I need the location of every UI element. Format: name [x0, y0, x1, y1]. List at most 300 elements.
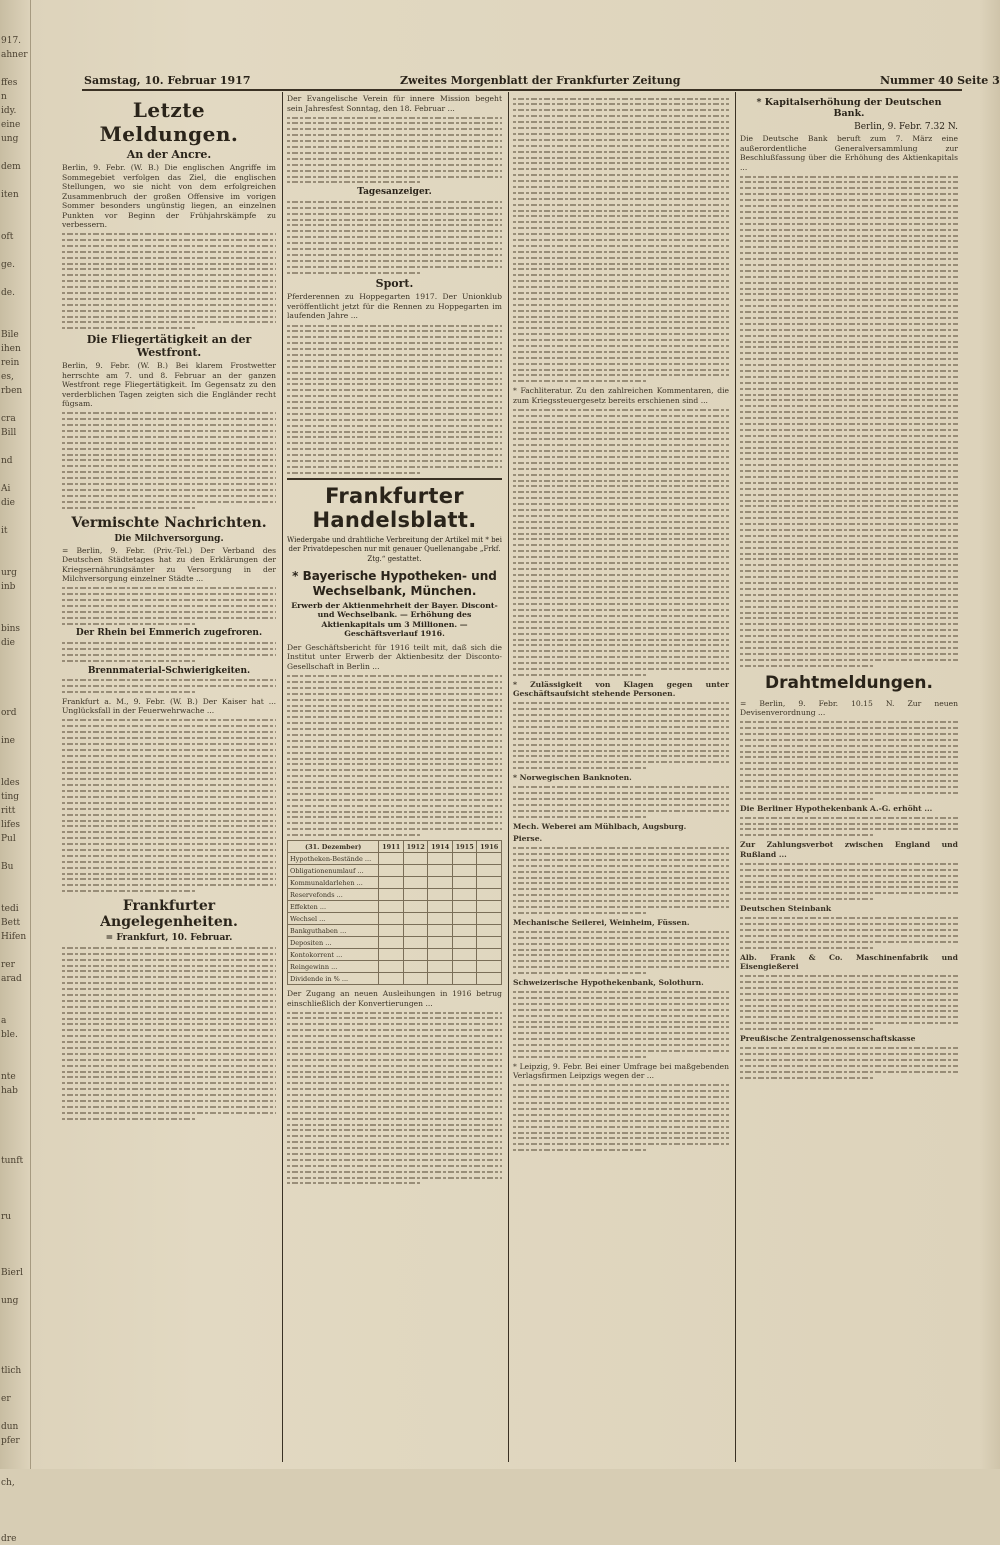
text-line [740, 987, 958, 989]
column-2 [287, 94, 502, 1464]
text-line [740, 199, 958, 201]
text-line [62, 743, 276, 745]
article-text-block [740, 975, 958, 1030]
text-line [62, 1047, 276, 1049]
text-line [287, 1088, 502, 1090]
text-line [287, 1071, 502, 1073]
gutter-line: oft [1, 232, 14, 242]
table-cell [452, 865, 477, 877]
text-line [513, 509, 729, 511]
text-line [62, 1065, 276, 1067]
text-line [513, 1084, 729, 1086]
text-line [287, 1035, 502, 1037]
article-leipzig: * Leipzig, 9. Febr. Bei einer Umfrage bei maßgebenden Verlagsfirmen Leipzigs wegen der ... [513, 1061, 729, 1081]
article-text-block [62, 412, 276, 508]
text-line [513, 221, 729, 223]
text-line [513, 603, 729, 605]
gutter-line: rein [1, 358, 20, 368]
text-line [287, 1147, 502, 1149]
text-line [513, 544, 729, 546]
text-line [287, 1076, 502, 1078]
text-line [287, 693, 502, 695]
text-line [513, 972, 647, 974]
text-line [287, 419, 502, 421]
table-cell [428, 889, 453, 901]
table-cell [452, 949, 477, 961]
gutter-line: de. [1, 288, 15, 298]
subheadline-brennmaterial: Brennmaterial-Schwierigkeiten. [87, 665, 251, 676]
table-cell [379, 961, 404, 973]
text-line [740, 429, 958, 431]
text-line [513, 859, 729, 861]
text-line [740, 798, 875, 800]
article-text-block [513, 98, 729, 383]
text-line [513, 1120, 729, 1122]
text-line [740, 282, 958, 284]
text-line [513, 937, 729, 939]
text-line [740, 541, 958, 543]
text-line [513, 738, 729, 740]
text-line [513, 333, 729, 335]
text-line [513, 960, 729, 962]
text-line [740, 582, 958, 584]
text-line [740, 1065, 958, 1067]
text-line [740, 346, 958, 348]
article-text-block [740, 1047, 958, 1078]
table-cell [379, 949, 404, 961]
text-line [287, 413, 502, 415]
dateline: Berlin, 9. Febr. 7.32 N. [854, 122, 958, 132]
text-line [513, 804, 729, 806]
text-line [513, 847, 729, 849]
text-line [62, 310, 276, 312]
text-line [740, 388, 958, 390]
table-row [288, 889, 502, 901]
text-line [513, 421, 729, 423]
article-text-block [513, 786, 729, 817]
table-cell [452, 901, 477, 913]
text-line [287, 248, 502, 250]
table-cell [477, 865, 502, 877]
table-cell [477, 937, 502, 949]
text-line [287, 775, 502, 777]
text-line [287, 170, 502, 172]
text-line [513, 450, 729, 452]
article-text-block [62, 587, 276, 624]
text-line [287, 1141, 502, 1143]
text-line [287, 1106, 502, 1108]
gutter-line: nd [1, 456, 13, 466]
text-line [62, 1018, 276, 1020]
text-line [287, 1135, 502, 1137]
text-line [513, 1132, 729, 1134]
gutter-line: idy. [1, 106, 17, 116]
table-cell [379, 877, 404, 889]
text-line [513, 127, 729, 129]
text-line [62, 837, 276, 839]
table-cell [379, 925, 404, 937]
table-header-cell: 1912 [403, 841, 428, 853]
article-text-block [513, 1084, 729, 1151]
text-line [740, 176, 958, 178]
text-line [62, 982, 276, 984]
text-line [62, 1012, 276, 1014]
text-line [740, 364, 958, 366]
text-line [740, 1022, 958, 1024]
text-line [740, 721, 958, 723]
text-line [287, 758, 502, 760]
gutter-line: ldes [1, 778, 20, 788]
text-line [513, 245, 729, 247]
text-line [513, 139, 729, 141]
text-line [513, 877, 729, 879]
table-cell [403, 877, 428, 889]
table-cell [379, 853, 404, 865]
text-line [513, 1026, 729, 1028]
table-cell [379, 901, 404, 913]
table-cell [452, 877, 477, 889]
article-text: Berlin, 9. Febr. (W. B.) Die englischen Angriffe im Sommegebiet verfolgen das Ziel, die englischen Stellungen, wo sie nicht von dem erfolgreichen Zusammenbruch der großen Offensive im vorigen Sommer besonders ungünstig liegen, an einzelnen Punkten vor Beginn der Frühjahrskämpfe zu verbessern. [62, 163, 276, 229]
gutter-line: ung [1, 1296, 19, 1306]
gutter-line: die [1, 498, 15, 508]
text-line [62, 970, 276, 972]
text-line [513, 327, 729, 329]
text-line [513, 168, 729, 170]
text-line [287, 1100, 502, 1102]
text-line [62, 280, 276, 282]
column-rule [735, 92, 736, 1462]
text-line [513, 192, 729, 194]
text-line [740, 435, 958, 437]
table-cell: Wechsel ... [288, 913, 379, 925]
text-line [740, 394, 958, 396]
text-line [513, 210, 729, 212]
table-cell [428, 853, 453, 865]
text-line [62, 617, 276, 619]
text-line [740, 535, 958, 537]
text-line [740, 975, 958, 977]
article-text-block [287, 201, 502, 274]
table-cell [403, 865, 428, 877]
table-cell [379, 889, 404, 901]
text-line [513, 732, 729, 734]
text-line [62, 623, 195, 625]
text-line [513, 497, 729, 499]
text-line [513, 316, 729, 318]
table-cell [477, 973, 502, 985]
text-line [740, 441, 958, 443]
text-line [740, 792, 958, 794]
text-line [62, 1041, 276, 1043]
text-line [740, 382, 958, 384]
text-line [740, 376, 958, 378]
headline-letzte-meldungen: Letzte Meldungen. [99, 98, 239, 146]
text-line [287, 1012, 502, 1014]
text-line [287, 325, 502, 327]
text-line [740, 517, 958, 519]
text-line [62, 274, 276, 276]
text-line [740, 264, 958, 266]
gutter-line: rben [1, 386, 23, 396]
article-text-block [513, 931, 729, 974]
text-line [287, 834, 420, 836]
text-line [740, 935, 958, 937]
text-line [287, 787, 502, 789]
text-line [62, 1106, 276, 1108]
article-text-block [287, 1012, 502, 1185]
text-line [62, 316, 276, 318]
text-line [740, 1005, 958, 1007]
text-line [513, 491, 729, 493]
text-line [740, 600, 958, 602]
text-line [513, 580, 729, 582]
text-line [287, 366, 502, 368]
text-line [62, 855, 276, 857]
text-line [287, 389, 502, 391]
text-line [740, 288, 958, 290]
text-line [513, 292, 729, 294]
text-line [62, 685, 276, 687]
table-cell [477, 877, 502, 889]
gutter-line: Bill [1, 428, 17, 438]
text-line [740, 240, 958, 242]
article-text-block [513, 409, 729, 676]
text-line [740, 786, 958, 788]
table-cell [428, 877, 453, 889]
text-line [62, 953, 276, 955]
text-line [287, 687, 502, 689]
text-line [287, 740, 502, 742]
text-line [740, 335, 958, 337]
text-line [62, 642, 276, 644]
text-line [62, 976, 276, 978]
text-line [287, 128, 502, 130]
text-line [740, 293, 958, 295]
text-line [740, 981, 958, 983]
text-line [740, 529, 958, 531]
text-line [740, 1010, 958, 1012]
text-line [740, 629, 958, 631]
previous-page-edge [0, 0, 31, 1544]
table-header-cell: 1915 [452, 841, 477, 853]
text-line [513, 321, 729, 323]
text-line [287, 675, 502, 677]
text-line [287, 372, 502, 374]
text-line [513, 597, 729, 599]
text-line [513, 298, 729, 300]
text-line [513, 786, 729, 788]
text-line [740, 399, 958, 401]
text-line [62, 878, 276, 880]
gutter-line: bins [1, 624, 21, 634]
text-line [287, 472, 420, 474]
text-line [740, 570, 958, 572]
text-line [287, 378, 502, 380]
text-line [740, 1077, 875, 1079]
text-line [287, 763, 502, 765]
text-line [740, 423, 958, 425]
text-line [62, 772, 276, 774]
text-line [62, 245, 276, 247]
text-line [513, 954, 729, 956]
column-rule [508, 92, 509, 1462]
text-line [513, 1009, 729, 1011]
text-line [513, 888, 729, 890]
text-line [740, 229, 958, 231]
gutter-line: tedi [1, 904, 19, 914]
text-line [513, 1102, 729, 1104]
table-cell: Reservefonds ... [288, 889, 379, 901]
text-line [513, 274, 729, 276]
text-line [62, 737, 276, 739]
header-page-number: Nummer 40 Seite 3 [880, 74, 1000, 87]
text-line [740, 929, 958, 931]
text-line [740, 588, 958, 590]
text-line [740, 352, 958, 354]
text-line [62, 298, 276, 300]
text-line [62, 507, 195, 509]
text-line [740, 317, 958, 319]
text-line [62, 1071, 276, 1073]
gutter-line: 917. [1, 36, 22, 46]
text-line [62, 719, 276, 721]
text-line [513, 480, 729, 482]
text-line [740, 923, 958, 925]
text-line [513, 767, 647, 769]
table-cell [403, 937, 428, 949]
text-line [513, 633, 729, 635]
text-line [513, 1032, 729, 1034]
text-line [287, 705, 502, 707]
text-line [287, 1082, 502, 1084]
text-line [513, 186, 729, 188]
text-line [62, 1076, 276, 1078]
article-fachliteratur: * Fachliteratur. Zu den zahlreichen Kommentaren, die zum Kriegssteuergesetz bereits erschienen sind ... [513, 386, 729, 405]
table-cell: Reingewinn ... [288, 961, 379, 973]
text-line [513, 720, 729, 722]
gutter-line: ting [1, 792, 20, 802]
handelsblatt-note: Wiedergabe und drahtliche Verbreitung der Artikel mit * bei der Privatdepeschen nur mit genauer Quellenangabe „Frkf. Ztg.“ gestattet. [287, 535, 502, 563]
gutter-line: Bierl [1, 1268, 23, 1278]
text-line [513, 931, 729, 933]
text-line [513, 103, 729, 105]
text-line [740, 653, 958, 655]
table-cell [477, 889, 502, 901]
table-cell [477, 901, 502, 913]
text-line [740, 464, 958, 466]
table-header-cell: 1914 [428, 841, 453, 853]
table-cell [403, 973, 428, 985]
text-line [513, 650, 729, 652]
text-line [287, 213, 502, 215]
headline-frankfurter-angelegenheiten: Frankfurter Angelegenheiten. [100, 898, 238, 931]
text-line [62, 454, 276, 456]
text-line [62, 755, 276, 757]
text-line [62, 825, 276, 827]
text-line [287, 395, 502, 397]
table-cell [403, 949, 428, 961]
text-line [287, 781, 502, 783]
text-line [513, 268, 729, 270]
text-line [513, 427, 729, 429]
article-text-block [287, 325, 502, 474]
text-line [62, 1023, 276, 1025]
text-line [287, 716, 502, 718]
text-line [62, 808, 276, 810]
text-line [513, 574, 729, 576]
text-line [740, 405, 958, 407]
text-line [62, 814, 276, 816]
text-line [62, 873, 276, 875]
headline-vermischte-nachrichten: Vermischte Nachrichten. [71, 514, 267, 531]
table-row [288, 925, 502, 937]
text-line [740, 258, 958, 260]
table-cell [452, 913, 477, 925]
text-line [62, 263, 276, 265]
article-text: Alb. Frank & Co. Maschinenfabrik und Eisengießerei [740, 952, 958, 971]
gutter-line: ritt [1, 806, 16, 816]
text-line [513, 912, 647, 914]
text-line [62, 430, 276, 432]
text-line [62, 459, 276, 461]
table-row [288, 961, 502, 973]
gutter-line: ru [1, 1212, 12, 1222]
text-line [740, 941, 958, 943]
text-line [287, 1182, 420, 1184]
text-line [287, 336, 502, 338]
text-line [62, 884, 276, 886]
text-line [513, 662, 729, 664]
text-line [287, 1118, 502, 1120]
gutter-line: ch, [1, 1478, 15, 1488]
text-line [513, 363, 729, 365]
text-line [740, 323, 958, 325]
text-line [740, 647, 958, 649]
text-line [62, 292, 276, 294]
text-line [287, 442, 502, 444]
gutter-line: es, [1, 372, 14, 382]
text-line [513, 485, 729, 487]
text-line [287, 230, 502, 232]
text-line [62, 304, 276, 306]
table-cell: Kommunaldarlehen ... [288, 877, 379, 889]
article-mech-weberei: Mech. Weberei am Mühlbach, Augsburg. [513, 821, 687, 831]
text-line [62, 988, 276, 990]
text-line [287, 260, 502, 262]
text-line [740, 270, 958, 272]
table-cell [428, 973, 453, 985]
table-row [288, 913, 502, 925]
gutter-line: tlich [1, 1366, 22, 1376]
column-3 [513, 94, 729, 1464]
text-line [513, 415, 729, 417]
text-line [62, 1006, 276, 1008]
text-line [62, 784, 276, 786]
gutter-line: Bu [1, 862, 14, 872]
text-line [62, 796, 276, 798]
table-cell [379, 937, 404, 949]
table-cell [428, 901, 453, 913]
text-line [287, 681, 502, 683]
article-mech-seilerei: Mechanische Seilerei, Weinheim, Füssen. [513, 917, 690, 927]
text-line [513, 1114, 729, 1116]
text-line [513, 409, 729, 411]
text-line [513, 304, 729, 306]
article-zulaessigkeit: * Zulässigkeit von Klagen gegen unter Geschäftsaufsicht stehende Personen. [513, 679, 729, 699]
article-schweiz-hypothekenbank: Schweizerische Hypothekenbank, Solothurn. [513, 978, 704, 988]
gutter-line: lifes [1, 820, 21, 830]
text-line [740, 1053, 958, 1055]
